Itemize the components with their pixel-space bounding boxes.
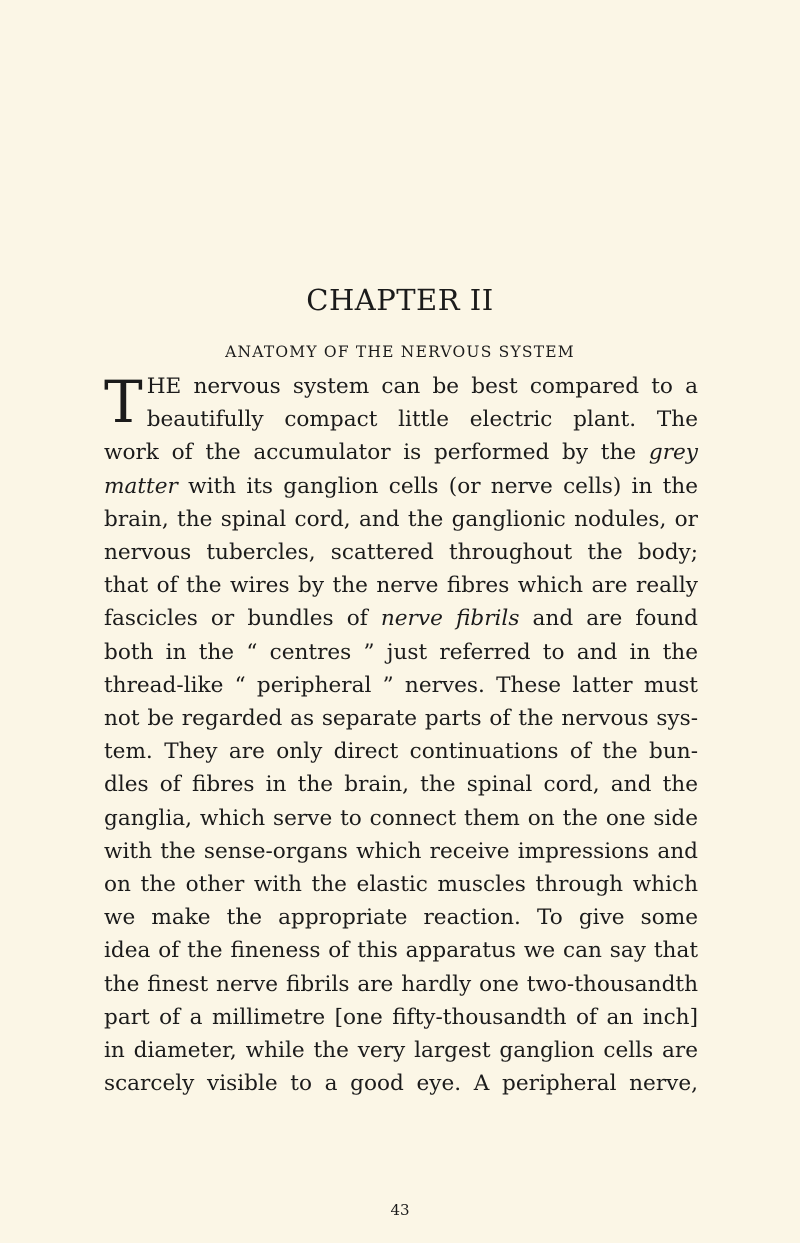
text-line — [104, 735, 698, 768]
text-segment: nervous tubercles, scattered throughout the body; — [104, 540, 698, 566]
text-line — [104, 536, 698, 569]
text-segment: part of a millimetre [one fifty-thousandth of an inch] — [104, 1004, 698, 1030]
text-segment: scarcely visible to a good eye. A peripheral nerve, — [104, 1071, 698, 1097]
page-number: 43 — [390, 1201, 410, 1219]
text-line — [104, 636, 698, 669]
text-segment: thread-like “ peripheral ” nerves. These latter must — [104, 672, 698, 698]
text-line — [104, 934, 698, 967]
italic-term: grey — [648, 440, 698, 466]
body-paragraph — [104, 370, 698, 1100]
text-segment: beautifully compact little electric plant. The — [146, 407, 698, 433]
text-line — [104, 1067, 698, 1100]
text-line — [104, 968, 698, 1001]
text-segment: and are found — [519, 606, 699, 632]
text-line — [104, 802, 698, 835]
text-line — [104, 835, 698, 868]
text-segment: with its ganglion cells (or nerve cells) in the — [177, 473, 698, 499]
text-line — [104, 901, 698, 934]
text-line — [104, 702, 698, 735]
text-line — [104, 1034, 698, 1067]
text-segment: in diameter, while the very largest ganglion cells are — [104, 1038, 698, 1064]
text-segment: brain, the spinal cord, and the ganglionic nodules, or — [104, 506, 698, 532]
text-segment: we make the appropriate reaction. To give some — [104, 905, 698, 931]
text-line — [104, 569, 698, 602]
text-line — [104, 602, 698, 635]
text-segment: work of the accumulator is performed by the — [104, 440, 649, 466]
text-segment: fascicles or bundles of — [104, 606, 381, 632]
italic-term: nerve fibrils — [380, 606, 520, 632]
text-segment: both in the “ centres ” just referred to and in the — [104, 639, 698, 665]
text-line — [104, 503, 698, 536]
text-segment: dles of fibres in the brain, the spinal cord, and the — [104, 772, 698, 798]
text-segment: that of the wires by the nerve fibres which are really — [104, 573, 698, 599]
text-line — [104, 403, 698, 436]
italic-term: matter — [104, 473, 178, 499]
text-segment: ganglia, which serve to connect them on the one side — [104, 805, 698, 831]
text-line — [104, 768, 698, 801]
text-line — [104, 470, 698, 503]
text-segment: idea of the fineness of this apparatus we can say that — [104, 938, 698, 964]
text-line — [104, 370, 698, 403]
text-segment: the finest nerve fibrils are hardly one two-thousandth — [104, 971, 698, 997]
text-line — [104, 436, 698, 469]
drop-cap: T — [104, 368, 143, 436]
chapter-subtitle: ANATOMY OF THE NERVOUS SYSTEM — [225, 343, 575, 361]
text-line — [104, 669, 698, 702]
text-line — [104, 1001, 698, 1034]
text-segment: with the sense-organs which receive impressions and — [104, 838, 698, 864]
text-segment: tem. They are only direct continuations of the bun- — [104, 739, 698, 765]
paragraph-lines — [104, 370, 698, 1100]
text-segment: not be regarded as separate parts of the nervous sys- — [104, 706, 698, 732]
text-line — [104, 868, 698, 901]
chapter-title: CHAPTER II — [306, 283, 494, 317]
text-segment: on the other with the elastic muscles through which — [104, 872, 698, 898]
text-segment: HE nervous system can be best compared to a — [146, 374, 698, 399]
